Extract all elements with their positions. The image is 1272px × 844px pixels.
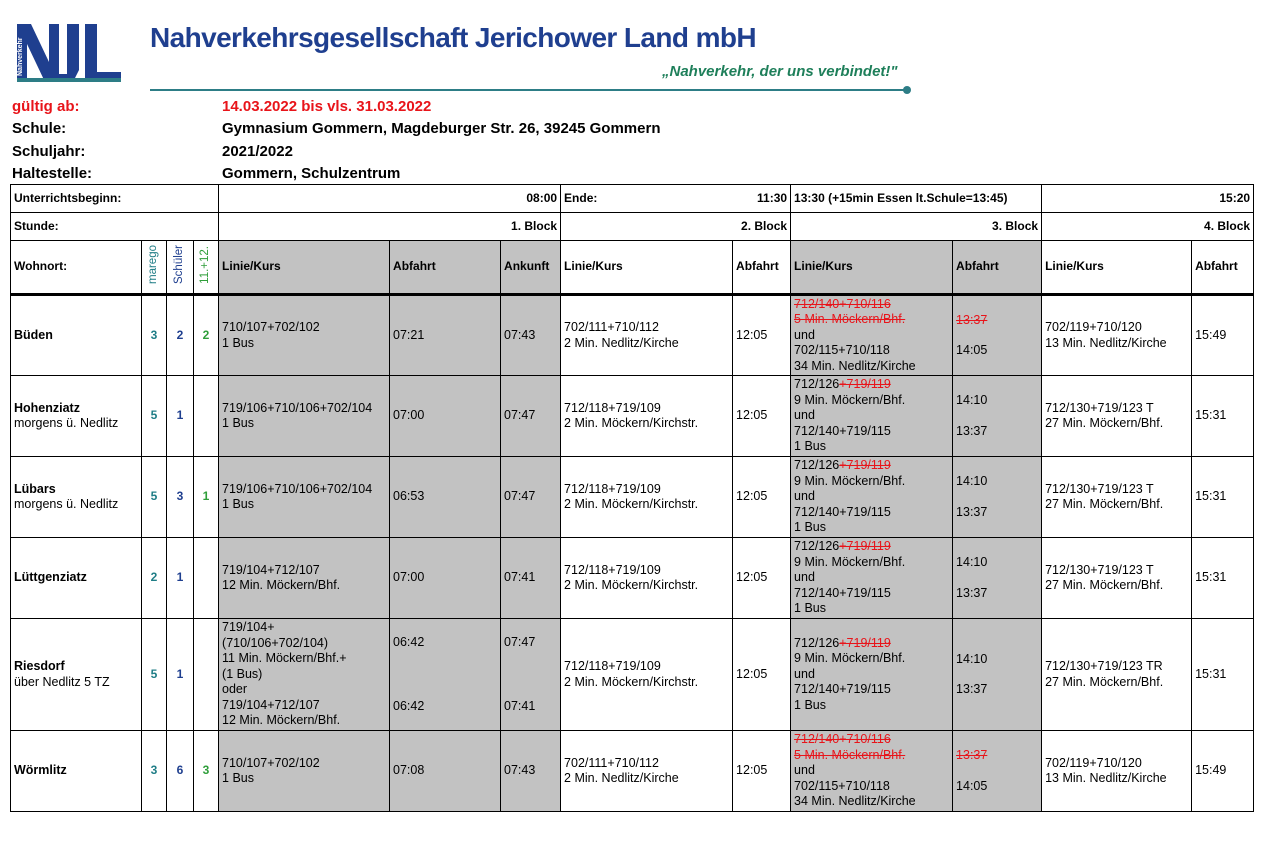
col-header-grade: 11.+12.	[194, 241, 219, 295]
block3-route: 712/140+710/116 5 Min. Möckern/Bhf. und 702/115+710/118 34 Min. Nedlitz/Kirche	[791, 731, 953, 812]
block3-departure: 14:10 13:37	[953, 376, 1042, 457]
student-count: 1	[167, 538, 194, 619]
block3-route: 712/126+719/119 9 Min. Möckern/Bhf. und 712/140+719/115 1 Bus	[791, 457, 953, 538]
grade-count	[194, 376, 219, 457]
block2-route: 702/111+710/112 2 Min. Nedlitz/Kirche	[561, 295, 733, 376]
block1-arrival: 07:43	[501, 731, 561, 812]
lesson-start-time: 08:00	[219, 185, 561, 213]
school-value: Gymnasium Gommern, Magdeburger Str. 26, 39245 Gommern	[222, 120, 661, 137]
block4-route: 712/130+719/123 T 27 Min. Möckern/Bhf.	[1042, 376, 1192, 457]
tagline-dot	[903, 86, 911, 94]
end-cell	[561, 185, 791, 213]
block4-departure: 15:31	[1192, 376, 1254, 457]
place-cell: Lübars morgens ü. Nedlitz	[11, 457, 142, 538]
marego-count: 5	[142, 457, 167, 538]
block4-departure: 15:31	[1192, 619, 1254, 731]
block2-departure: 12:05	[733, 619, 791, 731]
logo-side-text: Nahverkehr	[17, 37, 24, 76]
block2-departure: 12:05	[733, 295, 791, 376]
block2-departure: 12:05	[733, 376, 791, 457]
company-name: Nahverkehrsgesellschaft Jerichower Land mbH	[150, 22, 756, 53]
block1-departure: 07:21	[390, 295, 501, 376]
block3-time-note: 13:30 (+15min Essen lt.Schule=13:45)	[791, 185, 1042, 213]
lesson-start-row	[11, 185, 1254, 213]
block3-route: 712/126+719/119 9 Min. Möckern/Bhf. und 712/140+719/115 1 Bus	[791, 619, 953, 731]
block1-route: 719/104+ (710/106+702/104) 11 Min. Möckern/Bhf.+ (1 Bus) oder 719/104+712/107 12 Min. Möckern/Bhf.	[219, 619, 390, 731]
col-header-abfahrt1: Abfahrt	[390, 241, 501, 295]
tagline-divider	[150, 89, 906, 91]
block2-route: 712/118+719/109 2 Min. Möckern/Kirchstr.	[561, 619, 733, 731]
table-row	[11, 731, 1254, 812]
table-row	[11, 538, 1254, 619]
block1-route: 719/104+712/107 12 Min. Möckern/Bhf.	[219, 538, 390, 619]
grade-count: 2	[194, 295, 219, 376]
stop-label: Haltestelle:	[12, 165, 93, 182]
table-row	[11, 295, 1254, 376]
student-count: 1	[167, 376, 194, 457]
block3-route: 712/126+719/119 9 Min. Möckern/Bhf. und 712/140+719/115 1 Bus	[791, 376, 953, 457]
block4-route: 702/119+710/120 13 Min. Nedlitz/Kirche	[1042, 731, 1192, 812]
col-header-abfahrt4: Abfahrt	[1192, 241, 1254, 295]
block1-route: 719/106+710/106+702/104 1 Bus	[219, 376, 390, 457]
valid-from-label: gültig ab:	[12, 98, 80, 115]
period-label: Stunde:	[11, 213, 219, 241]
block2-departure: 12:05	[733, 457, 791, 538]
table-row	[11, 376, 1254, 457]
block2-departure: 12:05	[733, 538, 791, 619]
col-header-wohnort: Wohnort:	[11, 241, 142, 295]
block2-route: 702/111+710/112 2 Min. Nedlitz/Kirche	[561, 731, 733, 812]
block1-label: 1. Block	[219, 213, 561, 241]
block4-departure: 15:49	[1192, 731, 1254, 812]
col-header-linie2: Linie/Kurs	[561, 241, 733, 295]
student-count: 2	[167, 295, 194, 376]
block3-departure: 14:10 13:37	[953, 457, 1042, 538]
student-count: 1	[167, 619, 194, 731]
end-time: 11:30	[757, 190, 788, 205]
student-count: 3	[167, 457, 194, 538]
col-header-linie1: Linie/Kurs	[219, 241, 390, 295]
col-header-linie3: Linie/Kurs	[791, 241, 953, 295]
school-year-label: Schuljahr:	[12, 143, 86, 160]
block2-route: 712/118+719/109 2 Min. Möckern/Kirchstr.	[561, 457, 733, 538]
block4-time: 15:20	[1042, 185, 1254, 213]
grade-count: 3	[194, 731, 219, 812]
block1-departure: 06:42 06:42	[390, 619, 501, 731]
school-year-value: 2021/2022	[222, 143, 293, 160]
block2-label: 2. Block	[561, 213, 791, 241]
slogan: „Nahverkehr, der uns verbindet!"	[662, 63, 898, 80]
period-row	[11, 213, 1254, 241]
block3-route: 712/126+719/119 9 Min. Möckern/Bhf. und 712/140+719/115 1 Bus	[791, 538, 953, 619]
col-header-ankunft1: Ankunft	[501, 241, 561, 295]
block1-departure: 07:00	[390, 376, 501, 457]
column-header-row	[11, 241, 1254, 295]
block1-arrival: 07:47	[501, 376, 561, 457]
block1-route: 719/106+710/106+702/104 1 Bus	[219, 457, 390, 538]
col-header-abfahrt2: Abfahrt	[733, 241, 791, 295]
block1-departure: 07:08	[390, 731, 501, 812]
place-cell: Hohenziatz morgens ü. Nedlitz	[11, 376, 142, 457]
marego-count: 2	[142, 538, 167, 619]
place-cell: Lüttgenziatz	[11, 538, 142, 619]
col-header-abfahrt3: Abfahrt	[953, 241, 1042, 295]
block1-arrival: 07:47 07:41	[501, 619, 561, 731]
place-cell: Wörmlitz	[11, 731, 142, 812]
block3-route: 712/140+710/116 5 Min. Möckern/Bhf. und 702/115+710/118 34 Min. Nedlitz/Kirche	[791, 295, 953, 376]
end-label: Ende:	[564, 190, 598, 205]
marego-count: 3	[142, 295, 167, 376]
block4-route: 712/130+719/123 T 27 Min. Möckern/Bhf.	[1042, 457, 1192, 538]
school-label: Schule:	[12, 120, 67, 137]
block4-route: 712/130+719/123 TR 27 Min. Möckern/Bhf.	[1042, 619, 1192, 731]
block2-departure: 12:05	[733, 731, 791, 812]
col-header-schueler: Schüler	[167, 241, 194, 295]
marego-count: 5	[142, 376, 167, 457]
block4-route: 702/119+710/120 13 Min. Nedlitz/Kirche	[1042, 295, 1192, 376]
col-header-linie4: Linie/Kurs	[1042, 241, 1192, 295]
block3-departure: 14:10 13:37	[953, 538, 1042, 619]
block4-label: 4. Block	[1042, 213, 1254, 241]
block1-departure: 07:00	[390, 538, 501, 619]
block3-label: 3. Block	[791, 213, 1042, 241]
block4-departure: 15:49	[1192, 295, 1254, 376]
block1-route: 710/107+702/102 1 Bus	[219, 731, 390, 812]
block1-arrival: 07:41	[501, 538, 561, 619]
marego-count: 5	[142, 619, 167, 731]
block1-departure: 06:53	[390, 457, 501, 538]
grade-count	[194, 619, 219, 731]
block1-arrival: 07:47	[501, 457, 561, 538]
block3-departure: 14:10 13:37	[953, 619, 1042, 731]
place-cell: Riesdorf über Nedlitz 5 TZ	[11, 619, 142, 731]
grade-count	[194, 538, 219, 619]
lesson-start-label: Unterrichtsbeginn:	[11, 185, 219, 213]
marego-count: 3	[142, 731, 167, 812]
njl-logo	[15, 20, 123, 86]
block1-route: 710/107+702/102 1 Bus	[219, 295, 390, 376]
block4-departure: 15:31	[1192, 538, 1254, 619]
student-count: 6	[167, 731, 194, 812]
grade-count: 1	[194, 457, 219, 538]
stop-value: Gommern, Schulzentrum	[222, 165, 401, 182]
timetable	[10, 184, 1254, 812]
valid-from-value: 14.03.2022 bis vls. 31.03.2022	[222, 98, 432, 115]
block2-route: 712/118+719/109 2 Min. Möckern/Kirchstr.	[561, 538, 733, 619]
block3-departure: 13:37 14:05	[953, 731, 1042, 812]
block4-route: 712/130+719/123 T 27 Min. Möckern/Bhf.	[1042, 538, 1192, 619]
block1-arrival: 07:43	[501, 295, 561, 376]
table-row	[11, 457, 1254, 538]
place-cell: Büden	[11, 295, 142, 376]
block3-departure: 13:37 14:05	[953, 295, 1042, 376]
block4-departure: 15:31	[1192, 457, 1254, 538]
table-row	[11, 619, 1254, 731]
col-header-marego: marego	[142, 241, 167, 295]
block2-route: 712/118+719/109 2 Min. Möckern/Kirchstr.	[561, 376, 733, 457]
